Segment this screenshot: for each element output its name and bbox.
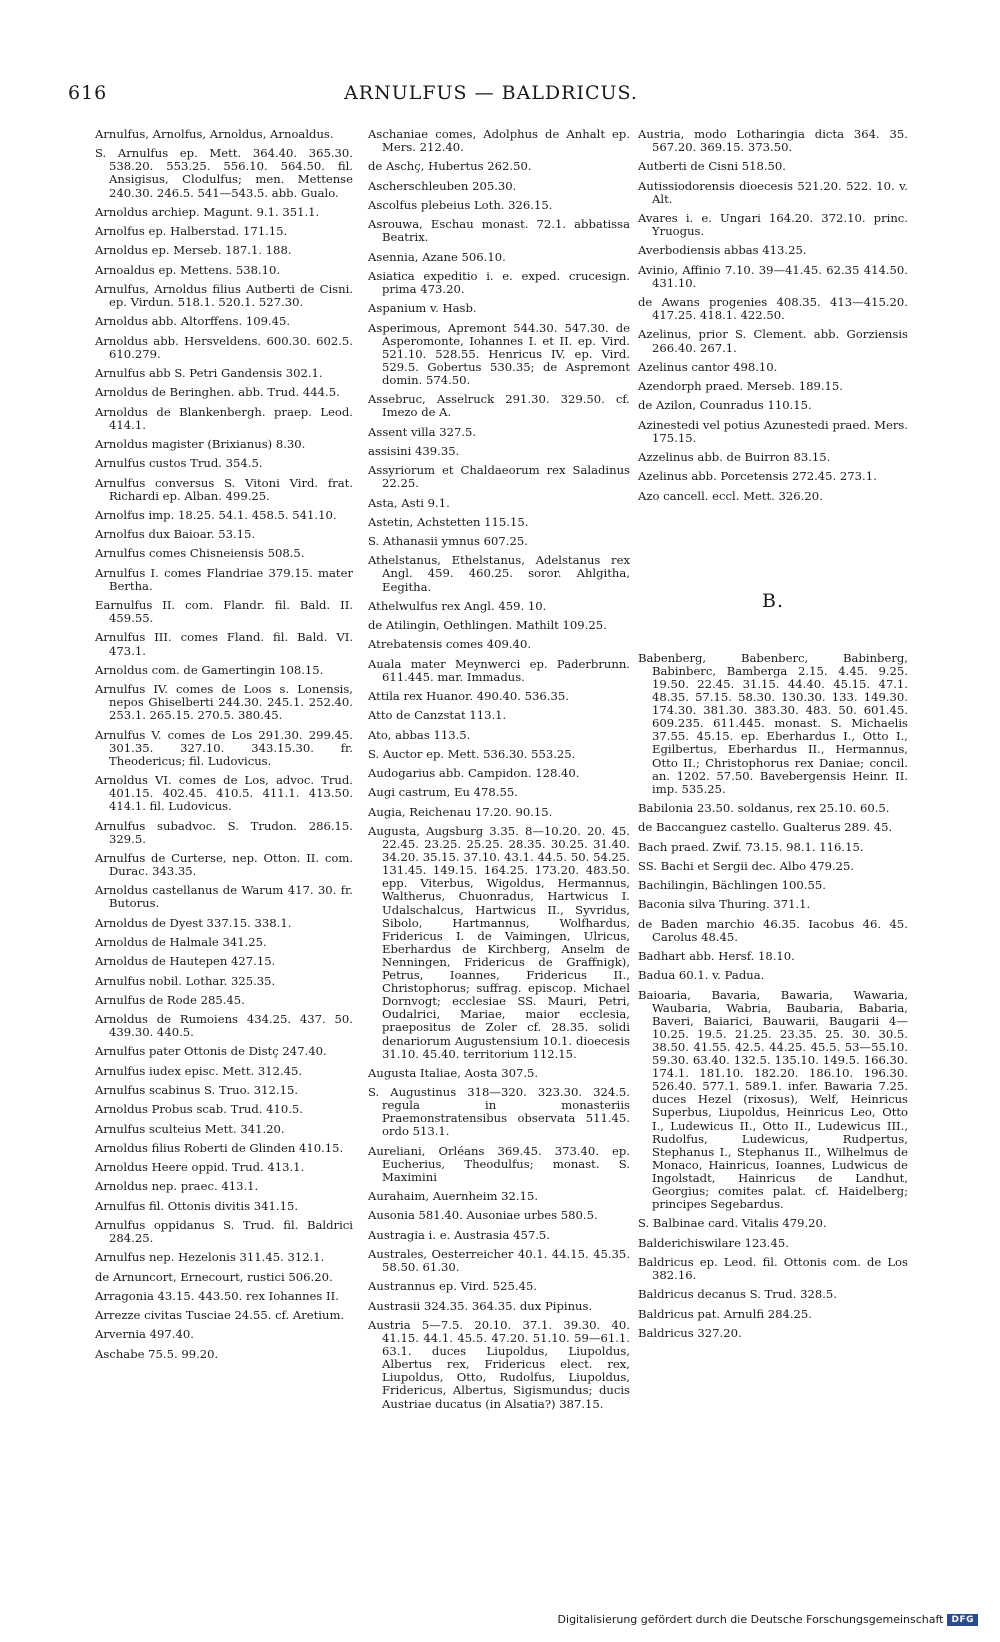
index-entry: Atto de Canzstat 113.1. bbox=[368, 708, 507, 723]
index-entry: Bach praed. Zwif. 73.15. 98.1. 116.15. bbox=[638, 839, 864, 854]
index-entry: Baldricus 327.20. bbox=[638, 1325, 742, 1340]
index-entry: Ausonia 581.40. Ausoniae urbes 580.5. bbox=[368, 1208, 598, 1223]
index-entry: Arnulfus de Curterse, nep. Otton. II. com. Durac. 343.35. bbox=[95, 850, 353, 878]
index-entry: de Atilingin, Oethlingen. Mathilt 109.25. bbox=[368, 618, 607, 633]
index-entry: Augusta, Augsburg 3.35. 8—10.20. 20. 45. 22.45. 23.25. 25.25. 28.35. 30.25. 31.40. 34.20. 35.15. 37.10. 43.1. 44.5. 50. 54.25. 131.45. 149.15. 164.25. 173.20. 483.50. epp. Viterbus, Wigoldus, Hermannus, Waltherus, Chuonradus, Hartwicus I. Udalschalcus, Hartwicus II., Syvridus, Sibolo, Hartmannus, Wolfhardus, Fridericus I. de Vaimingen, Ulricus, Eberhardus de Kirchberg, Anselm de Nenningen, Fridericus de Graffnigk), Petrus, Ioannes, Fridericus II., Christophorus; suffrag. episcop. Michael Dornvogt; ecclesiae SS. Mauri, Petri, Oudalrici, Mariae, maior ecclesia, praepositus de Zoler cf. 28.35. solidi denariorum Augustensium 10.1. dioecesis 31.10. 45.40. territorium 112.15. bbox=[368, 824, 630, 1061]
index-entry: Azelinus cantor 498.10. bbox=[638, 359, 778, 374]
index-entry: Arnoldus Probus scab. Trud. 410.5. bbox=[95, 1102, 303, 1117]
index-entry: Baldricus pat. Arnulfi 284.25. bbox=[638, 1306, 812, 1321]
index-entry: Arnulfus IV. comes de Loos s. Lonensis, nepos Ghiselberti 244.30. 245.1. 252.40. 253.1. 265.15. 270.5. 380.45. bbox=[95, 682, 353, 723]
index-entry: Avares i. e. Ungari 164.20. 372.10. princ. Yruogus. bbox=[638, 211, 908, 239]
index-entry: Arnoldus nep. praec. 413.1. bbox=[95, 1179, 259, 1194]
index-entry: Ascolfus plebeius Loth. 326.15. bbox=[368, 197, 553, 212]
index-entry: Arnoldus com. de Gamertingin 108.15. bbox=[95, 662, 324, 677]
index-entry: Arvernia 497.40. bbox=[95, 1327, 194, 1342]
index-entry: Ascherschleuben 205.30. bbox=[368, 178, 517, 193]
index-entry: S. Augustinus 318—320. 323.30. 324.5. regula in monasteriis Praemonstratensibus observata 511.45. ordo 513.1. bbox=[368, 1085, 630, 1139]
index-entry: Arnoldus de Halmale 341.25. bbox=[95, 934, 267, 949]
index-entry: Azelinus abb. Porcetensis 272.45. 273.1. bbox=[638, 469, 877, 484]
index-entry: Arnulfus conversus S. Vitoni Vird. frat. Richardi ep. Alban. 499.25. bbox=[95, 475, 353, 503]
footer-text: Digitalisierung gefördert durch die Deutsche Forschungsgemeinschaft bbox=[557, 1613, 944, 1626]
index-entry: Arnulfus fil. Ottonis divitis 341.15. bbox=[95, 1198, 299, 1213]
index-entry: Babilonia 23.50. soldanus, rex 25.10. 60.5. bbox=[638, 801, 890, 815]
index-entry: Baldricus decanus S. Trud. 328.5. bbox=[638, 1287, 837, 1302]
index-entry: Baioaria, Bavaria, Bawaria, Wawaria, Waubaria, Wabria, Baubaria, Babaria, Baveri, Baiarici, Bauwarii, Baugarii 4—10.25. 19.5. 21.25. 23.35. 25. 30. 30.5. 38.50. 41.55. 42.5. 44.25. 45.5. 53—55.10. 59.30. 63.40. 132.5. 135.10. 149.5. 166.30. 174.1. 181.10. 182.20. 186.10. 196.30. 526.40. 577.1. 589.1. infer. Bawaria 7.25. duces Hezel (rixosus), Welf, Heinricus Superbus, Liupoldus, Heinricus Leo, Otto I., Ludewicus II., Otto II., Ludewicus III., Rudolfus, Ludewicus, Rudpertus, Stephanus I., Stephanus II., Wilhelmus de Monaco, Hainricus, Ioannes, Ludwicus de Ingolstadt, Hainricus de Landhut, Georgius; comites palat. cf. Haidelberg; principes Segebardus. bbox=[638, 987, 908, 1212]
index-entry: Assent villa 327.5. bbox=[368, 424, 477, 439]
index-entry: de Baccanguez castello. Gualterus 289. 45. bbox=[638, 820, 893, 835]
index-entry: de Baden marchio 46.35. Iacobus 46. 45. Carolus 48.45. bbox=[638, 916, 908, 944]
index-entry: S. Athanasii ymnus 607.25. bbox=[368, 534, 528, 549]
index-entry: Arnulfus scabinus S. Truo. 312.15. bbox=[95, 1083, 299, 1097]
index-entry: de Arnuncort, Ernecourt, rustici 506.20. bbox=[95, 1269, 333, 1284]
index-entry: Atrebatensis comes 409.40. bbox=[368, 637, 532, 652]
index-entry: Arnoldus de Beringhen. abb. Trud. 444.5. bbox=[95, 385, 340, 400]
index-entry: Bachilingin, Bächlingen 100.55. bbox=[638, 878, 826, 893]
index-entry: Aureliani, Orléans 369.45. 373.40. ep. Eucherius, Theodulfus; monast. S. Maximini bbox=[368, 1143, 630, 1184]
index-entry: Austria 5—7.5. 20.10. 37.1. 39.30. 40. 41.15. 44.1. 45.5. 47.20. 51.10. 59—61.1. 63.1. duces Liupoldus, Liupoldus, Albertus rex, Fridericus elect. rex, Liupoldus, Otto, Rudolfus, Liupoldus, Fridericus, Albertus, Sigismundus; ducis Austriae ducatus (in Alsatia?) 387.15. bbox=[368, 1317, 630, 1411]
index-entry: Arnolfus imp. 18.25. 54.1. 458.5. 541.10. bbox=[95, 507, 337, 522]
index-entry: Azzelinus abb. de Buirron 83.15. bbox=[638, 450, 831, 465]
index-entry: Arnulfus abb S. Petri Gandensis 302.1. bbox=[95, 366, 323, 380]
index-entry: Ato, abbas 113.5. bbox=[368, 727, 471, 742]
index-entry: Australes, Oesterreicher 40.1. 44.15. 45.35. 58.50. 61.30. bbox=[368, 1247, 630, 1275]
index-entry: Earnulfus II. com. Flandr. fil. Bald. II. 459.55. bbox=[95, 598, 353, 626]
section-letter-b: B. bbox=[761, 589, 784, 612]
digitization-footer bbox=[558, 1613, 978, 1626]
index-entry: Arnulfus V. comes de Los 291.30. 299.45. 301.35. 327.10. 343.15.30. fr. Theodericus; fil. Ludovicus. bbox=[95, 727, 353, 768]
index-entry: Autissiodorensis dioecesis 521.20. 522. 10. v. Alt. bbox=[638, 178, 908, 206]
index-entry: Arnolfus dux Baioar. 53.15. bbox=[95, 527, 256, 542]
index-entry: Arnoldus Heere oppid. Trud. 413.1. bbox=[95, 1160, 305, 1175]
index-entry: Azendorph praed. Merseb. 189.15. bbox=[638, 379, 843, 394]
index-entry: Asennia, Azane 506.10. bbox=[368, 249, 506, 264]
index-entry: Azelinus, prior S. Clement. abb. Gorziensis 266.40. 267.1. bbox=[638, 327, 908, 355]
column-3-bottom-entries bbox=[638, 652, 908, 1340]
index-entry: S. Balbinae card. Vitalis 479.20. bbox=[638, 1216, 827, 1231]
index-entry: Arragonia 43.15. 443.50. rex Iohannes II. bbox=[95, 1288, 339, 1303]
index-entry: Augia, Reichenau 17.20. 90.15. bbox=[368, 804, 553, 819]
index-entry: Arnulfus iudex episc. Mett. 312.45. bbox=[95, 1063, 303, 1078]
index-entry: Asiatica expeditio i. e. exped. crucesign. prima 473.20. bbox=[368, 268, 630, 296]
index-entry: Astetin, Achstetten 115.15. bbox=[368, 514, 529, 529]
index-entry: Badua 60.1. v. Padua. bbox=[638, 968, 765, 983]
index-column-2 bbox=[368, 128, 630, 1417]
index-entry: Arnulfus, Arnoldus filius Autberti de Cisni. ep. Virdun. 518.1. 520.1. 527.30. bbox=[95, 281, 353, 310]
index-entry: Arnoldus de Dyest 337.15. 338.1. bbox=[95, 915, 292, 930]
index-entry: Arnulfus nobil. Lothar. 325.35. bbox=[95, 973, 276, 988]
index-column-3 bbox=[638, 128, 908, 1346]
index-entry: Arnoldus magister (Brixianus) 8.30. bbox=[95, 436, 306, 451]
index-entry: S. Auctor ep. Mett. 536.30. 553.25. bbox=[368, 746, 576, 761]
index-entry: Athelstanus, Ethelstanus, Adelstanus rex Angl. 459. 460.25. soror. Ahlgitha, Eegitha. bbox=[368, 553, 630, 594]
index-entry: Baldricus ep. Leod. fil. Ottonis com. de Los 382.16. bbox=[638, 1254, 908, 1283]
index-entry: Arnulfus de Rode 285.45. bbox=[95, 992, 245, 1007]
index-entry: SS. Bachi et Sergii dec. Albo 479.25. bbox=[638, 858, 855, 873]
index-entry: Avinio, Affinio 7.10. 39—41.45. 62.35 414.50. 431.10. bbox=[638, 262, 908, 290]
index-entry: Aurahaim, Auernheim 32.15. bbox=[368, 1189, 539, 1204]
index-entry: Austragia i. e. Austrasia 457.5. bbox=[368, 1227, 550, 1242]
index-entry: Arnoldus abb. Altorffens. 109.45. bbox=[95, 314, 291, 329]
page-number: 616 bbox=[68, 82, 108, 104]
index-entry: Arnulfus I. comes Flandriae 379.15. mater Bertha. bbox=[95, 565, 353, 593]
index-entry: Arnoldus de Hautepen 427.15. bbox=[95, 954, 276, 969]
index-entry: Arnoldus ep. Merseb. 187.1. 188. bbox=[95, 243, 292, 258]
index-entry: Assyriorum et Chaldaeorum rex Saladinus 22.25. bbox=[368, 463, 630, 491]
index-entry: assisini 439.35. bbox=[368, 443, 460, 458]
index-entry: Austrannus ep. Vird. 525.45. bbox=[368, 1279, 538, 1294]
running-title: ARNULFUS — BALDRICUS. bbox=[344, 82, 638, 104]
index-entry: Asrouwa, Eschau monast. 72.1. abbatissa Beatrix. bbox=[368, 217, 630, 245]
index-entry: Asta, Asti 9.1. bbox=[368, 495, 450, 510]
index-entry: Arnulfus pater Ottonis de Distç 247.40. bbox=[95, 1044, 327, 1059]
index-entry: Badhart abb. Hersf. 18.10. bbox=[638, 949, 795, 964]
index-entry: Arnoldus castellanus de Warum 417. 30. fr. Butorus. bbox=[95, 883, 353, 911]
dfg-logo-icon: DFG bbox=[947, 1614, 978, 1626]
index-entry: Augi castrum, Eu 478.55. bbox=[368, 785, 518, 800]
index-entry: Baconia silva Thuring. 371.1. bbox=[638, 897, 811, 912]
index-entry: Arnulfus comes Chisneiensis 508.5. bbox=[95, 546, 305, 561]
index-entry: Arnulfus oppidanus S. Trud. fil. Baldrici 284.25. bbox=[95, 1217, 353, 1246]
index-column-1 bbox=[95, 128, 353, 1367]
index-entry: Aschaniae comes, Adolphus de Anhalt ep. Mers. 212.40. bbox=[368, 127, 630, 155]
index-entry: Audogarius abb. Campidon. 128.40. bbox=[368, 766, 580, 781]
index-entry: Arnulfus III. comes Fland. fil. Bald. VI. 473.1. bbox=[95, 630, 353, 658]
column-3-top-entries bbox=[638, 128, 908, 503]
page-header bbox=[68, 82, 914, 112]
index-entry: Augusta Italiae, Aosta 307.5. bbox=[368, 1065, 539, 1080]
index-entry: Austria, modo Lotharingia dicta 364. 35. 567.20. 369.15. 373.50. bbox=[638, 127, 908, 155]
index-entry: Austrasii 324.35. 364.35. dux Pipinus. bbox=[368, 1298, 593, 1313]
index-entry: Arnulfus custos Trud. 354.5. bbox=[95, 456, 263, 471]
index-entry: de Aschç, Hubertus 262.50. bbox=[368, 159, 532, 174]
index-entry: Arnoldus VI. comes de Los, advoc. Trud. 401.15. 402.45. 410.5. 411.1. 413.50. 414.1. fil. Ludovicus. bbox=[95, 773, 353, 814]
index-entry: S. Arnulfus ep. Mett. 364.40. 365.30. 538.20. 553.25. 556.10. 564.50. fil. Ansigisus, Clodulfus; men. Mettense 240.30. 246.5. 541—543.5. abb. Gualo. bbox=[95, 146, 353, 200]
index-entry: Arnulfus nep. Hezelonis 311.45. 312.1. bbox=[95, 1250, 325, 1265]
index-entry: Attila rex Huanor. 490.40. 536.35. bbox=[368, 689, 569, 704]
index-entry: de Awans progenies 408.35. 413—415.20. 417.25. 418.1. 422.50. bbox=[638, 295, 908, 323]
index-entry: Arnolfus ep. Halberstad. 171.15. bbox=[95, 224, 288, 239]
index-entry: Arnoldus de Rumoiens 434.25. 437. 50. 439.30. 440.5. bbox=[95, 1012, 353, 1040]
index-entry: Aschabe 75.5. 99.20. bbox=[95, 1346, 219, 1361]
index-entry: Arnoaldus ep. Mettens. 538.10. bbox=[95, 262, 281, 277]
index-entry: Assebruc, Asselruck 291.30. 329.50. cf. Imezo de A. bbox=[368, 392, 630, 420]
index-entry: Auala mater Meynwerci ep. Paderbrunn. 611.445. mar. Immadus. bbox=[368, 656, 630, 684]
index-entry: Babenberg, Babenberc, Babinberg, Babinberc, Bamberga 2.15. 4.45. 9.25. 19.50. 22.45. 31.15. 44.40. 45.15. 47.1. 48.35. 57.15. 58.30. 130.30. 133. 149.30. 174.30. 381.30. 383.30. 483. 50. 601.45. 609.235. 611.445. monast. S. Michaelis 37.55. 45.15. ep. Eberhardus I., Otto I., Egilbertus, Eberhardus II., Hermannus, Otto II.; Christophorus rex Daniae; concil. an. 1202. 57.50. Bavebergensis Heinr. II. imp. 535.25. bbox=[638, 650, 908, 796]
index-entry: Arnulfus subadvoc. S. Trudon. 286.15. 329.5. bbox=[95, 818, 353, 846]
index-entry: Arnoldus abb. Hersveldens. 600.30. 602.5. 610.279. bbox=[95, 333, 353, 361]
index-entry: Balderichiswilare 123.45. bbox=[638, 1235, 789, 1250]
index-entry: Athelwulfus rex Angl. 459. 10. bbox=[368, 598, 547, 613]
index-entry: Arnulfus, Arnolfus, Arnoldus, Arnoaldus. bbox=[95, 127, 334, 141]
index-entry: Asperimous, Apremont 544.30. 547.30. de Asperomonte, Iohannes I. et II. ep. Vird. 521.10. 528.55. Henricus IV. ep. Vird. 529.5. Gobertus 530.35; de Aspremont domin. 574.50. bbox=[368, 320, 630, 387]
index-entry: Averbodiensis abbas 413.25. bbox=[638, 243, 807, 258]
index-entry: Azo cancell. eccl. Mett. 326.20. bbox=[638, 488, 823, 503]
index-entry: Arnoldus archiep. Magunt. 9.1. 351.1. bbox=[95, 204, 320, 219]
index-entry: Aspanium v. Hasb. bbox=[368, 301, 477, 316]
index-entry: Arnulfus sculteius Mett. 341.20. bbox=[95, 1121, 285, 1136]
index-entry: Azinestedi vel potius Azunestedi praed. Mers. 175.15. bbox=[638, 417, 908, 445]
index-entry: Arnoldus filius Roberti de Glinden 410.15. bbox=[95, 1140, 344, 1155]
index-entry: Arnoldus de Blankenbergh. praep. Leod. 414.1. bbox=[95, 404, 353, 432]
index-entry: de Azilon, Counradus 110.15. bbox=[638, 398, 812, 413]
index-entry: Arrezze civitas Tusciae 24.55. cf. Aretium. bbox=[95, 1308, 345, 1323]
index-entry: Autberti de Cisni 518.50. bbox=[638, 159, 786, 174]
